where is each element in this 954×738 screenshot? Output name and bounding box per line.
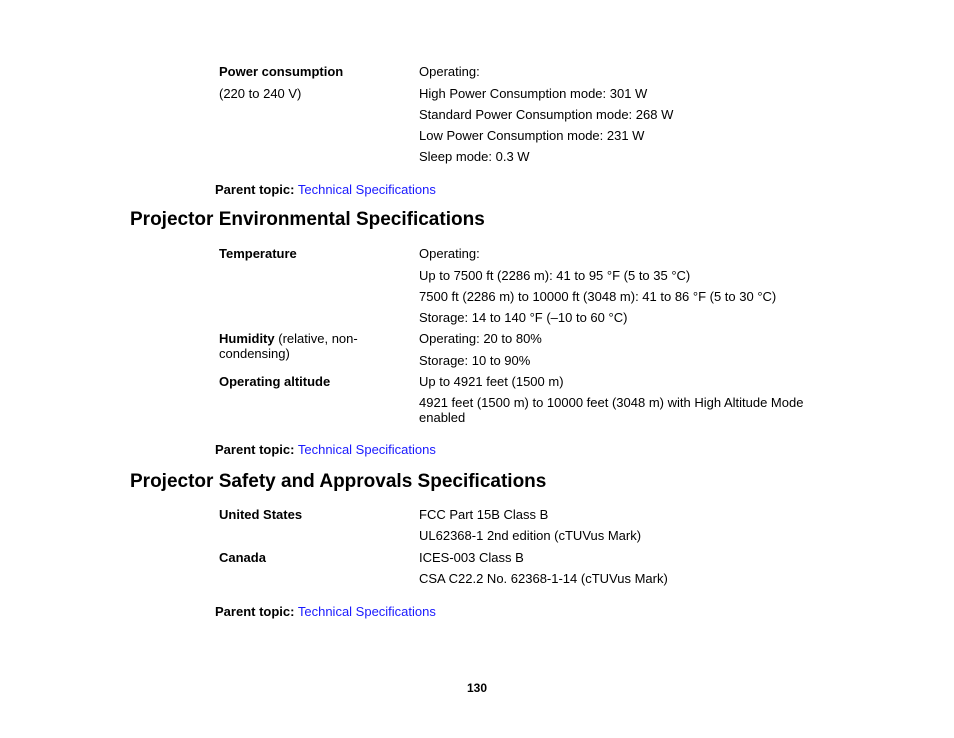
- power-value: Low Power Consumption mode: 231 W: [419, 128, 645, 143]
- power-voltage-sublabel: (220 to 240 V): [219, 86, 302, 101]
- temperature-value: Up to 7500 ft (2286 m): 41 to 95 °F (5 to 35 °C): [419, 268, 691, 283]
- humidity-value: Operating: 20 to 80%: [419, 331, 542, 346]
- parent-topic: [215, 182, 436, 197]
- temperature-value: Operating:: [419, 246, 480, 261]
- humidity-label-bold: Humidity: [219, 331, 275, 346]
- canada-label: Canada: [219, 550, 266, 565]
- temperature-label: Temperature: [219, 246, 297, 261]
- altitude-label: Operating altitude: [219, 374, 331, 389]
- altitude-value: Up to 4921 feet (1500 m): [419, 374, 564, 389]
- power-value: Standard Power Consumption mode: 268 W: [419, 107, 674, 122]
- power-value: High Power Consumption mode: 301 W: [419, 86, 648, 101]
- temperature-value: 7500 ft (2286 m) to 10000 ft (3048 m): 41 to 86 °F (5 to 30 °C): [419, 289, 777, 304]
- parent-topic-label: Parent topic:: [215, 442, 295, 457]
- temperature-value: Storage: 14 to 140 °F (–10 to 60 °C): [419, 310, 628, 325]
- technical-specifications-link[interactable]: Technical Specifications: [297, 182, 436, 197]
- united-states-value: FCC Part 15B Class B: [419, 507, 549, 522]
- technical-specifications-link[interactable]: Technical Specifications: [297, 604, 436, 619]
- power-value: Sleep mode: 0.3 W: [419, 149, 530, 164]
- parent-topic-label: Parent topic:: [215, 604, 295, 619]
- canada-value: ICES-003 Class B: [419, 550, 524, 565]
- power-consumption-label: Power consumption: [219, 64, 344, 79]
- safety-heading: Projector Safety and Approvals Specifications: [130, 471, 547, 492]
- humidity-value: Storage: 10 to 90%: [419, 353, 531, 368]
- page-number: 130: [466, 681, 488, 695]
- power-value: Operating:: [419, 64, 480, 79]
- parent-topic: [215, 604, 436, 619]
- environmental-heading: Projector Environmental Specifications: [130, 209, 485, 230]
- humidity-label-suffix: (relative, non-condensing): [219, 331, 358, 361]
- technical-specifications-link[interactable]: Technical Specifications: [297, 442, 436, 457]
- altitude-value: 4921 feet (1500 m) to 10000 feet (3048 m) with High Altitude Mode enabled: [419, 395, 804, 425]
- united-states-label: United States: [219, 507, 303, 522]
- canada-value: CSA C22.2 No. 62368-1-14 (cTUVus Mark): [419, 571, 668, 586]
- parent-topic-label: Parent topic:: [215, 182, 295, 197]
- humidity-label: [219, 331, 379, 361]
- parent-topic: [215, 442, 436, 457]
- united-states-value: UL62368-1 2nd edition (cTUVus Mark): [419, 528, 642, 543]
